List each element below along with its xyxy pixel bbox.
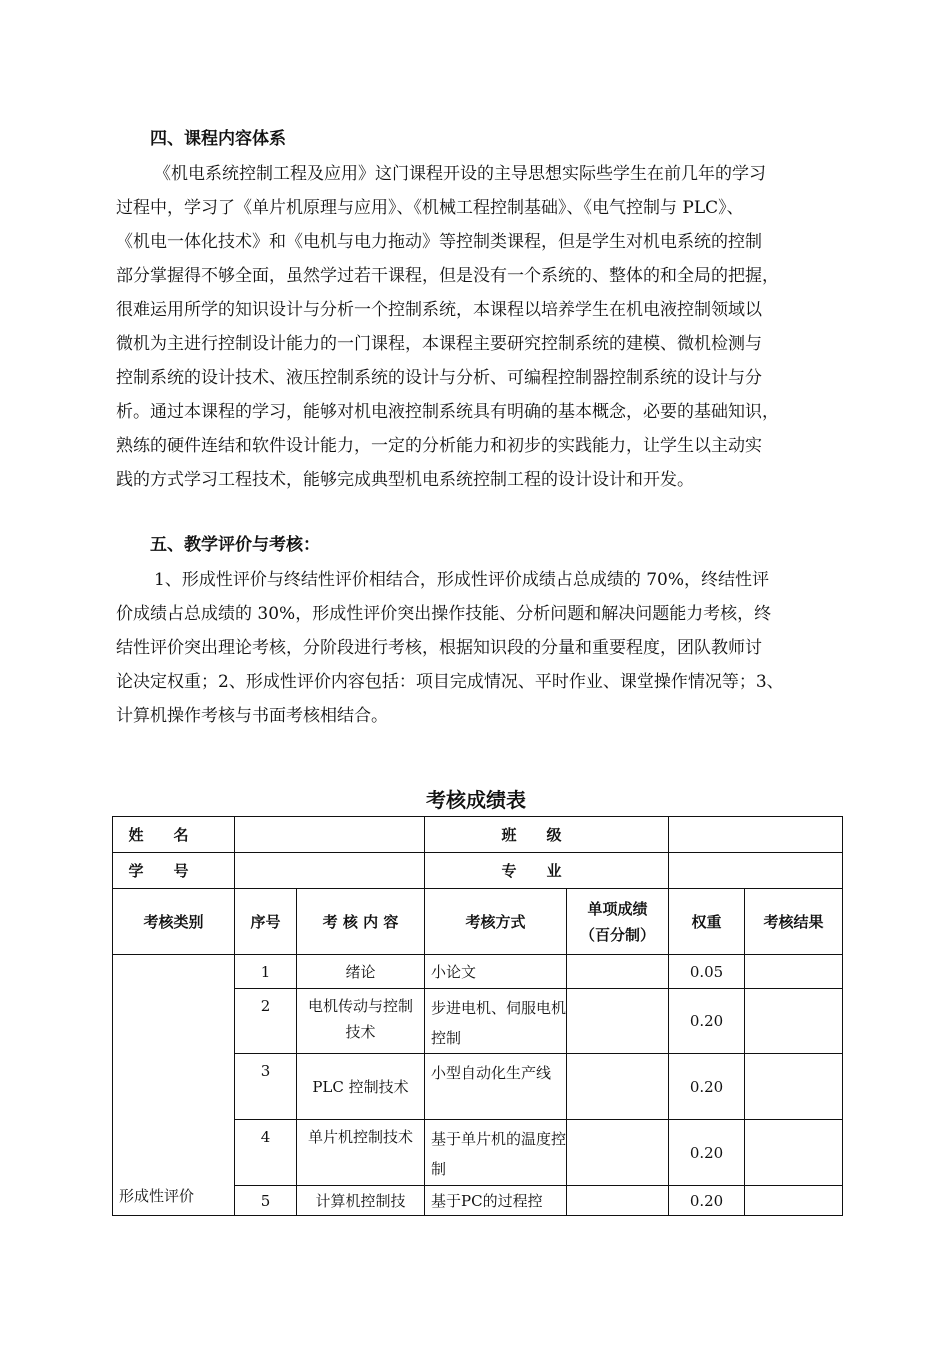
score-cell[interactable] <box>567 989 669 1054</box>
paragraph-line: 部分掌握得不够全面，虽然学过若干课程，但是没有一个系统的、整体的和全局的把握， <box>116 266 779 286</box>
header-content: 考 核 内 容 <box>297 889 425 955</box>
paragraph-line: 析。通过本课程的学习，能够对机电液控制系统具有明确的基本概念，必要的基础知识， <box>116 402 779 422</box>
table-title: 考核成绩表 <box>426 788 526 812</box>
result-cell[interactable] <box>745 1186 843 1216</box>
content-cell: PLC 控制技术 <box>297 1054 425 1120</box>
seq-cell: 5 <box>235 1186 297 1216</box>
method-cell: 基于单片机的温度控制 <box>425 1120 567 1186</box>
paragraph-line: 微机为主进行控制设计能力的一门课程，本课程主要研究控制系统的建模、微机检测与 <box>116 334 762 354</box>
result-cell[interactable] <box>745 1054 843 1120</box>
section4-heading: 四、课程内容体系 <box>150 129 286 149</box>
section5-paragraph <box>116 563 842 733</box>
paragraph-line: 价成绩占总成绩的 30%，形成性评价突出操作技能、分析问题和解决问题能力考核，终 <box>116 604 772 624</box>
paragraph-line: 践的方式学习工程技术，能够完成典型机电系统控制工程的设计设计和开发。 <box>116 470 694 490</box>
header-score-line1: 单项成绩 <box>587 899 648 918</box>
seq-cell: 3 <box>235 1054 297 1120</box>
content-cell: 单片机控制技术 <box>297 1120 425 1186</box>
result-cell[interactable] <box>745 955 843 989</box>
header-score-line2: （百分制） <box>580 925 656 944</box>
seq-cell: 2 <box>235 989 297 1054</box>
class-label-cell: 班级 <box>425 817 669 853</box>
major-label-cell: 专业 <box>425 853 669 889</box>
seq-cell: 1 <box>235 955 297 989</box>
category-cell: 形成性评价 <box>113 955 235 1216</box>
weight-cell: 0.20 <box>669 1120 745 1186</box>
name-value-cell[interactable] <box>235 817 425 853</box>
weight-cell: 0.20 <box>669 1054 745 1120</box>
method-cell: 基于PC的过程控 <box>425 1186 567 1216</box>
weight-cell: 0.20 <box>669 989 745 1054</box>
paragraph-line: 1、形成性评价与终结性评价相结合，形成性评价成绩占总成绩的 70%，终结性评 <box>154 570 770 590</box>
weight-cell: 0.20 <box>669 1186 745 1216</box>
score-cell[interactable] <box>567 1054 669 1120</box>
score-cell[interactable] <box>567 1186 669 1216</box>
content-cell: 绪论 <box>297 955 425 989</box>
content-cell: 计算机控制技 <box>297 1186 425 1216</box>
section4-paragraph <box>116 157 842 497</box>
section5-heading: 五、教学评价与考核： <box>150 535 320 555</box>
header-category: 考核类别 <box>113 889 235 955</box>
result-cell[interactable] <box>745 989 843 1054</box>
paragraph-line: 结性评价突出理论考核，分阶段进行考核，根据知识段的分量和重要程度，团队教师讨 <box>116 638 762 658</box>
result-cell[interactable] <box>745 1120 843 1186</box>
method-cell: 小论文 <box>425 955 567 989</box>
score-cell[interactable] <box>567 955 669 989</box>
paragraph-line: 《机电系统控制工程及应用》这门课程开设的主导思想实际些学生在前几年的学习 <box>154 164 766 184</box>
header-method: 考核方式 <box>425 889 567 955</box>
weight-cell: 0.05 <box>669 955 745 989</box>
score-cell[interactable] <box>567 1120 669 1186</box>
id-label-cell: 学号 <box>113 853 235 889</box>
paragraph-line: 过程中，学习了《单片机原理与应用》、《机械工程控制基础》、《电气控制与 PLC》、 <box>116 198 744 218</box>
header-seq: 序号 <box>235 889 297 955</box>
header-score <box>567 889 669 955</box>
name-label-cell: 姓名 <box>113 817 235 853</box>
paragraph-line: 《机电一体化技术》和《电机与电力拖动》等控制类课程，但是学生对机电系统的控制 <box>116 232 762 252</box>
header-weight: 权重 <box>669 889 745 955</box>
id-value-cell[interactable] <box>235 853 425 889</box>
seq-cell: 4 <box>235 1120 297 1186</box>
table-row <box>113 955 843 989</box>
method-cell: 步进电机、伺服电机控制 <box>425 989 567 1054</box>
paragraph-line: 控制系统的设计技术、液压控制系统的设计与分析、可编程控制器控制系统的设计与分 <box>116 368 762 388</box>
major-value-cell[interactable] <box>669 853 843 889</box>
method-cell: 小型自动化生产线 <box>425 1054 567 1120</box>
paragraph-line: 熟练的硬件连结和软件设计能力，一定的分析能力和初步的实践能力，让学生以主动实 <box>116 436 762 456</box>
paragraph-line: 论决定权重；2、形成性评价内容包括：项目完成情况、平时作业、课堂操作情况等；3、 <box>116 672 784 692</box>
header-result: 考核结果 <box>745 889 843 955</box>
paragraph-line: 很难运用所学的知识设计与分析一个控制系统，本课程以培养学生在机电液控制领域以 <box>116 300 762 320</box>
paragraph-line: 计算机操作考核与书面考核相结合。 <box>116 706 388 726</box>
class-value-cell[interactable] <box>669 817 843 853</box>
grades-table <box>112 816 843 1216</box>
content-cell: 电机传动与控制技术 <box>297 989 425 1054</box>
